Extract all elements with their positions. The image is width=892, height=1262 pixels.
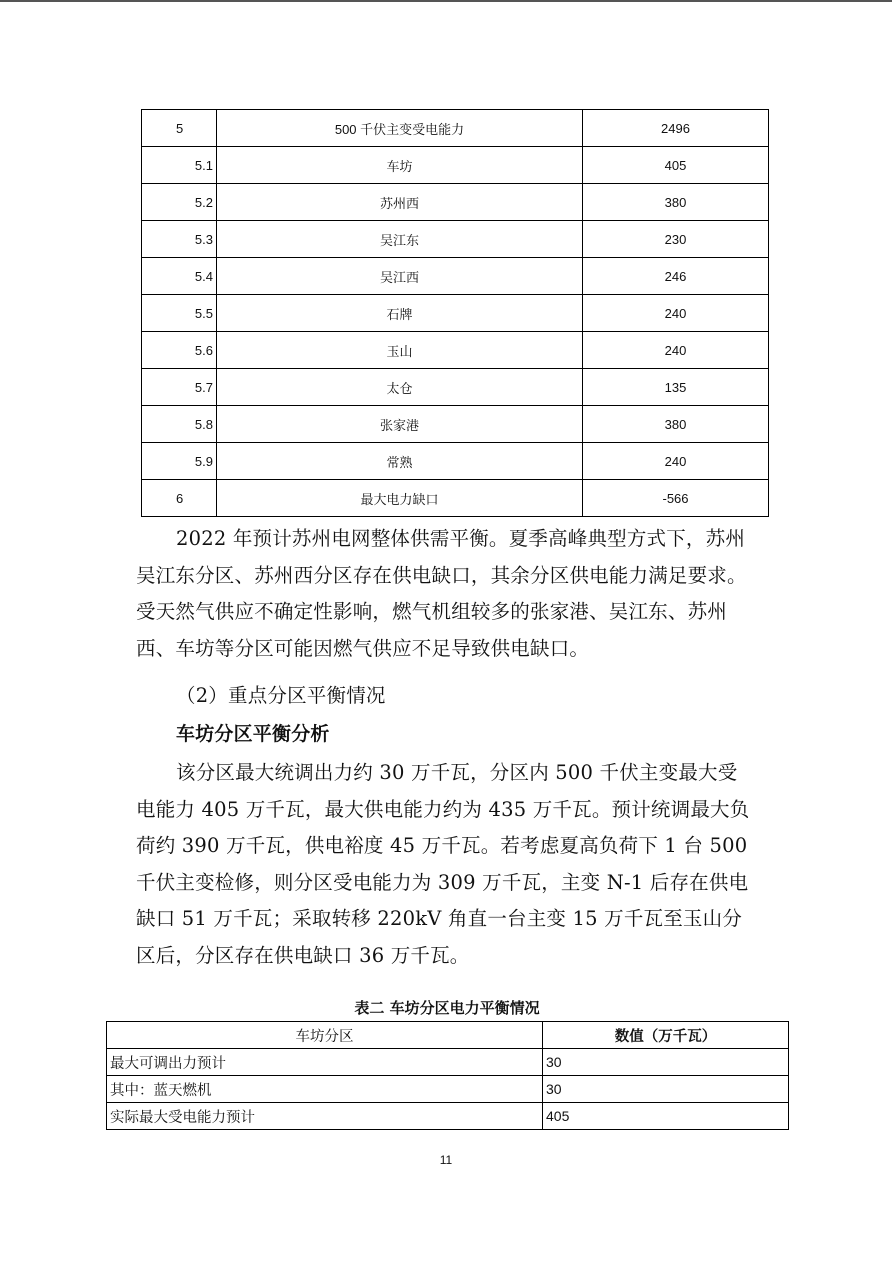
row-number: 5.4 xyxy=(142,258,217,295)
subsection-heading: 车坊分区平衡分析 xyxy=(176,723,330,745)
row-name: 石牌 xyxy=(217,295,583,332)
column-header-name: 车坊分区 xyxy=(107,1022,543,1049)
row-value: 380 xyxy=(583,184,769,221)
table-row xyxy=(107,1049,789,1076)
row-name: 车坊 xyxy=(217,147,583,184)
row-name: 500 千伏主变受电能力 xyxy=(217,110,583,147)
row-number: 5.5 xyxy=(142,295,217,332)
row-name: 实际最大受电能力预计 xyxy=(107,1103,543,1130)
table-row xyxy=(142,221,769,258)
table-row xyxy=(107,1103,789,1130)
table-row xyxy=(142,258,769,295)
row-number: 6 xyxy=(142,480,217,517)
row-name: 玉山 xyxy=(217,332,583,369)
row-name: 吴江西 xyxy=(217,258,583,295)
table-row xyxy=(142,295,769,332)
row-value: 135 xyxy=(583,369,769,406)
table-row xyxy=(142,110,769,147)
row-name: 太仓 xyxy=(217,369,583,406)
row-number: 5.2 xyxy=(142,184,217,221)
row-name: 最大可调出力预计 xyxy=(107,1049,543,1076)
row-value: -566 xyxy=(583,480,769,517)
row-number: 5.8 xyxy=(142,406,217,443)
capacity-table xyxy=(141,109,769,517)
row-value: 30 xyxy=(543,1076,789,1103)
table-row xyxy=(142,369,769,406)
row-name: 常熟 xyxy=(217,443,583,480)
row-value: 230 xyxy=(583,221,769,258)
row-value: 380 xyxy=(583,406,769,443)
table-row xyxy=(142,480,769,517)
row-value: 2496 xyxy=(583,110,769,147)
page-top-border xyxy=(0,0,892,2)
row-number: 5.6 xyxy=(142,332,217,369)
row-value: 240 xyxy=(583,443,769,480)
row-number: 5.3 xyxy=(142,221,217,258)
table-row xyxy=(142,184,769,221)
row-number: 5.1 xyxy=(142,147,217,184)
row-name: 其中：蓝天燃机 xyxy=(107,1076,543,1103)
row-value: 240 xyxy=(583,295,769,332)
chefang-balance-table xyxy=(106,1021,789,1130)
row-value: 405 xyxy=(583,147,769,184)
table-row xyxy=(142,147,769,184)
body-paragraph-chefang-analysis: 该分区最大统调出力约 30 万千瓦，分区内 500 千伏主变最大受电能力 405 万千瓦，最大供电能力约为 435 万千瓦。预计统调最大负荷约 390 万千瓦，供电裕度 45 万千瓦。若考虑夏高负荷下 1 台 500 千伏主变检修，则分区受电能力为 309 万千瓦，主变 N-1 后存在供电缺口 51 万千瓦；采取转移 220kV 角直一台主变 15 万千瓦至玉山分区后，分区存在供电缺口 36 万千瓦。 xyxy=(136,761,750,967)
row-name: 最大电力缺口 xyxy=(217,480,583,517)
table-header-row xyxy=(107,1022,789,1049)
table-caption: 表二 车坊分区电力平衡情况 xyxy=(354,999,540,1017)
section-heading: （2）重点分区平衡情况 xyxy=(176,684,386,707)
row-value: 246 xyxy=(583,258,769,295)
column-header-value: 数值（万千瓦） xyxy=(543,1022,789,1049)
row-name: 吴江东 xyxy=(217,221,583,258)
table-row xyxy=(142,406,769,443)
row-number: 5.7 xyxy=(142,369,217,406)
row-number: 5 xyxy=(142,110,217,147)
table-row xyxy=(107,1076,789,1103)
page-number: 11 xyxy=(439,1153,453,1167)
row-value: 405 xyxy=(543,1103,789,1130)
row-value: 30 xyxy=(543,1049,789,1076)
table-row xyxy=(142,332,769,369)
row-name: 苏州西 xyxy=(217,184,583,221)
row-value: 240 xyxy=(583,332,769,369)
row-name: 张家港 xyxy=(217,406,583,443)
table-row xyxy=(142,443,769,480)
row-number: 5.9 xyxy=(142,443,217,480)
body-paragraph-supply-balance: 2022 年预计苏州电网整体供需平衡。夏季高峰典型方式下，苏州吴江东分区、苏州西分区存在供电缺口，其余分区供电能力满足要求。受天然气供应不确定性影响，燃气机组较多的张家港、吴江东、苏州西、车坊等分区可能因燃气供应不足导致供电缺口。 xyxy=(136,527,747,660)
